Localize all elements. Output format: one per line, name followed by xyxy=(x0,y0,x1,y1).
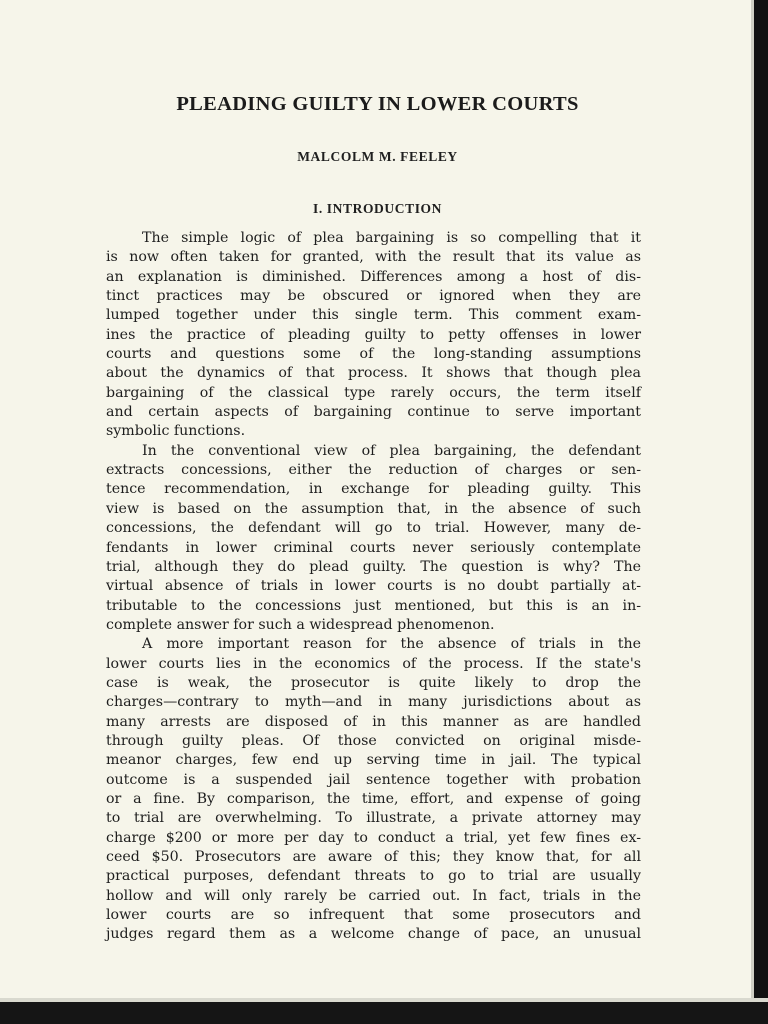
text-line: meanor charges, few end up serving time in jail. The typical xyxy=(106,752,641,769)
text-line: symbolic functions. xyxy=(106,423,246,440)
text-line: or a fine. By comparison, the time, effort, and expense of going xyxy=(106,790,641,807)
text-line: tinct practices may be obscured or ignored when they are xyxy=(106,288,641,305)
text-line: about the dynamics of that process. It shows that though plea xyxy=(106,365,641,382)
body-text xyxy=(106,229,641,945)
scan-edge-bottom xyxy=(0,1002,768,1024)
text-line: tributable to the concessions just mentioned, but this is an in- xyxy=(106,597,641,614)
text-line: concessions, the defendant will go to trial. However, many de- xyxy=(106,520,641,537)
text-line: trial, although they do plead guilty. The question is why? The xyxy=(106,558,641,575)
text-line: view is based on the assumption that, in the absence of such xyxy=(106,500,641,517)
text-line: and certain aspects of bargaining continue to serve important xyxy=(106,404,641,421)
scan-edge-right xyxy=(754,0,768,1024)
text-line: an explanation is diminished. Differences among a host of dis- xyxy=(106,268,641,285)
text-line: charge $200 or more per day to conduct a trial, yet few fines ex- xyxy=(106,829,641,846)
text-line: many arrests are disposed of in this manner as are handled xyxy=(106,713,641,730)
text-line: lumped together under this single term. This comment exam- xyxy=(106,307,641,324)
article-title: PLEADING GUILTY IN LOWER COURTS xyxy=(176,93,579,115)
text-line: extracts concessions, either the reduction of charges or sen- xyxy=(106,462,641,479)
text-line: ines the practice of pleading guilty to petty offenses in lower xyxy=(106,326,641,343)
text-line: practical purposes, defendant threats to go to trial are usually xyxy=(106,868,641,885)
text-line: complete answer for such a widespread phenomenon. xyxy=(106,616,495,633)
paragraph-3 xyxy=(106,635,641,945)
text-line: charges—contrary to myth—and in many jurisdictions about as xyxy=(106,694,641,711)
text-line: ceed $50. Prosecutors are aware of this; they know that, for all xyxy=(106,849,641,865)
text-line: The simple logic of plea bargaining is so compelling that it xyxy=(142,230,641,246)
text-line: judges regard them as a welcome change of pace, an unusual xyxy=(106,926,641,943)
text-line: hollow and will only rarely be carried out. In fact, trials in the xyxy=(106,887,641,904)
text-line: through guilty pleas. Of those convicted on original misde- xyxy=(106,732,641,749)
text-line: fendants in lower criminal courts never seriously contemplate xyxy=(106,539,641,556)
text-line: A more important reason for the absence of trials in the xyxy=(142,636,641,653)
paragraph-2 xyxy=(106,442,641,635)
text-line: outcome is a suspended jail sentence together with probation xyxy=(106,771,641,788)
text-line: to trial are overwhelming. To illustrate, a private attorney may xyxy=(106,810,641,827)
text-line: is now often taken for granted, with the result that its value as xyxy=(106,249,641,266)
text-line: tence recommendation, in exchange for pleading guilty. This xyxy=(106,481,641,498)
text-line: In the conventional view of plea bargaining, the defendant xyxy=(142,442,641,459)
text-line: lower courts are so infrequent that some prosecutors and xyxy=(106,907,641,924)
text-line: lower courts lies in the economics of the process. If the state's xyxy=(106,655,641,672)
text-line: virtual absence of trials in lower courts is no doubt partially at- xyxy=(106,578,641,595)
section-heading: I. INTRODUCTION xyxy=(312,201,443,216)
text-line: case is weak, the prosecutor is quite likely to drop the xyxy=(106,674,641,691)
text-line: courts and questions some of the long-standing assumptions xyxy=(106,346,641,363)
paragraph-1 xyxy=(106,229,641,442)
text-line: bargaining of the classical type rarely occurs, the term itself xyxy=(106,384,641,401)
author-name: MALCOLM M. FEELEY xyxy=(297,149,458,164)
